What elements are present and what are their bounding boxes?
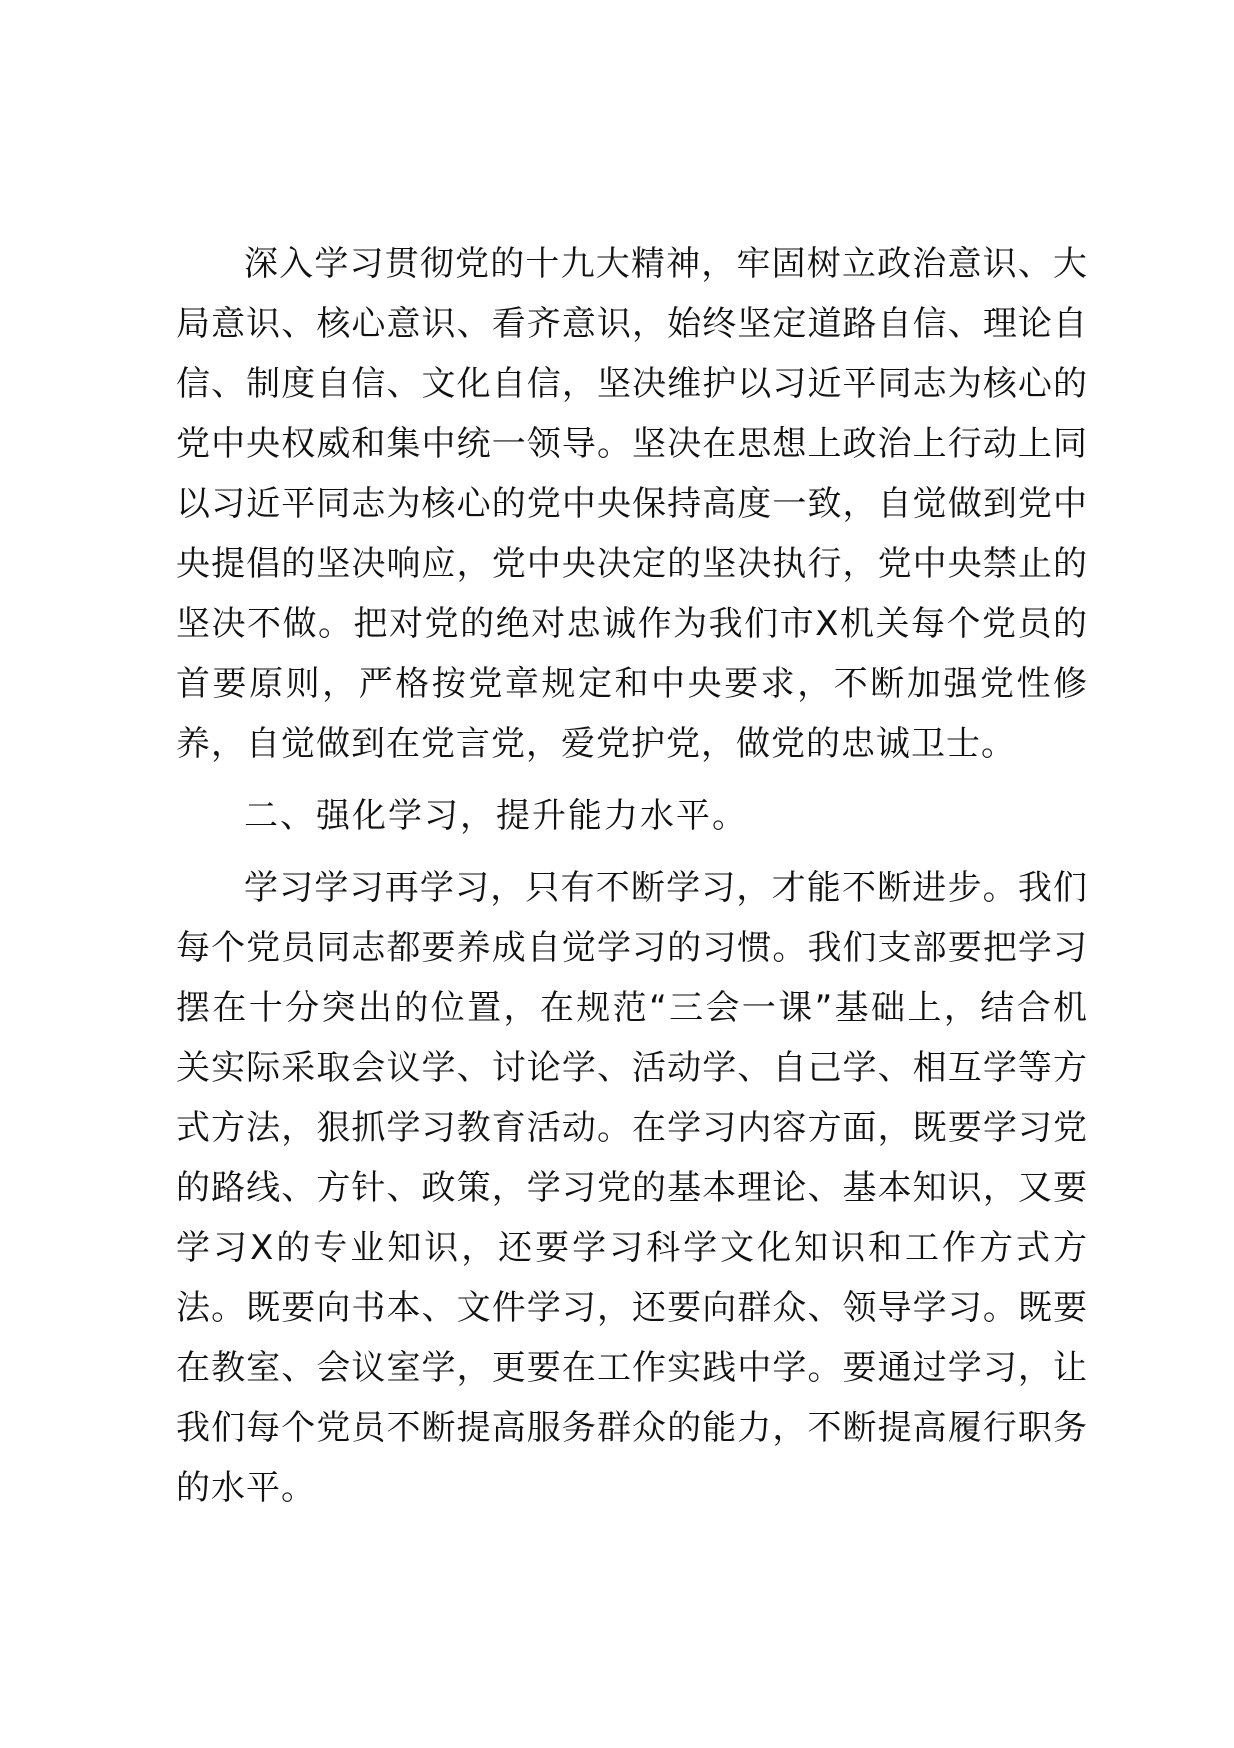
- document-body: [176, 234, 1088, 1518]
- section-heading-study: 二、强化学习，提升能力水平。: [244, 796, 748, 836]
- paragraph-party-loyalty: 深入学习贯彻党的十九大精神，牢固树立政治意识、大局意识、核心意识、看齐意识，始终坚定道路自信、理论自信、制度自信、文化自信，坚决维护以习近平同志为核心的党中央权威和集中统一领导。坚决在思想上政治上行动上同以习近平同志为核心的党中央保持高度一致，自觉做到党中央提倡的坚决响应，党中央决定的坚决执行，党中央禁止的坚决不做。把对党的绝对忠诚作为我们市X机关每个党员的首要原则，严格按党章规定和中央要求，不断加强党性修养，自觉做到在党言党，爱党护党，做党的忠诚卫士。: [176, 244, 1088, 764]
- paragraph-study: 学习学习再学习，只有不断学习，才能不断进步。我们每个党员同志都要养成自觉学习的习惯。我们支部要把学习摆在十分突出的位置，在规范“三会一课”基础上，结合机关实际采取会议学、讨论学、活动学、自己学、相互学等方式方法，狠抓学习教育活动。在学习内容方面，既要学习党的路线、方针、政策，学习党的基本理论、基本知识，又要学习X的专业知识，还要学习科学文化知识和工作方式方法。既要向书本、文件学习，还要向群众、领导学习。既要在教室、会议室学，更要在工作实践中学。要通过学习，让我们每个党员不断提高服务群众的能力，不断提高履行职务的水平。: [176, 868, 1088, 1508]
